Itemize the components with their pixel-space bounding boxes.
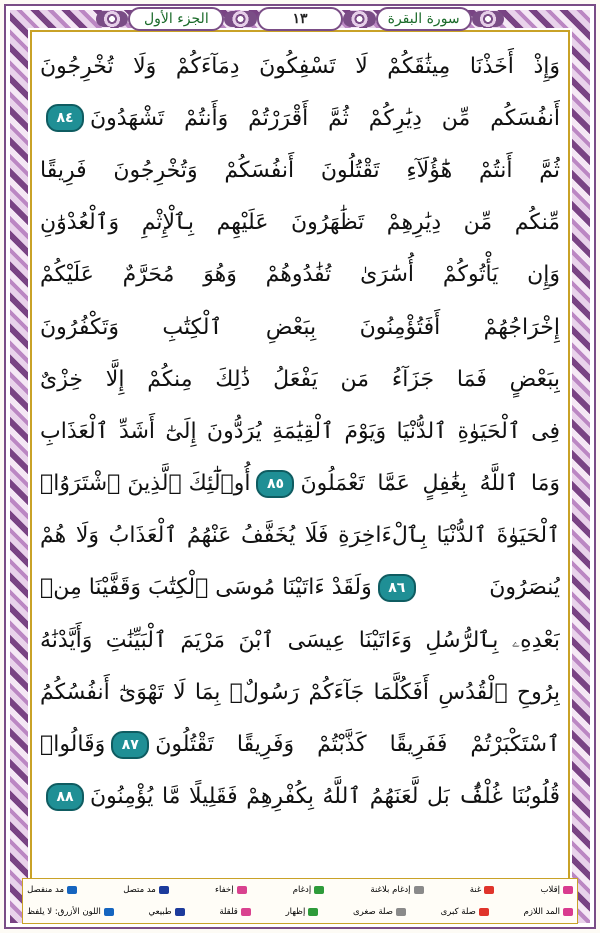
legend-label: إدغام (292, 885, 312, 895)
legend-label: مد متصل (123, 885, 156, 895)
ayah-number-marker: ٨٨ (46, 783, 84, 811)
quran-text (40, 40, 560, 876)
legend-item (27, 885, 77, 895)
legend-label: طبيعي (148, 907, 172, 917)
verse-text: يُنصَرُونَ (489, 575, 560, 601)
color-swatch-icon (175, 908, 185, 916)
ayah-number-marker: ٨٧ (111, 731, 149, 759)
text-line (40, 301, 560, 353)
verse-text: وَإِن يَأْتُوكُمْ أُسَٰرَىٰ تُفَٰدُوهُمْ وَهُوَ مُحَرَّمٌ عَلَيْكُمْ (40, 262, 560, 288)
color-swatch-icon (104, 908, 114, 916)
verse-text: فِى ٱلْحَيَوٰةِ ٱلدُّنْيَا وَيَوْمَ ٱلْقِيَٰمَةِ يُرَدُّونَ إِلَىٰٓ أَشَدِّ ٱلْعَذَابِ (40, 418, 560, 444)
legend-label: إقلاب (540, 885, 560, 895)
legend-item (149, 907, 185, 917)
legend-label: إخفاء (215, 885, 234, 895)
text-line (40, 40, 560, 92)
text-line (40, 614, 560, 666)
legend-item (293, 885, 324, 895)
legend-item (215, 885, 247, 895)
color-swatch-icon (396, 908, 406, 916)
page-number: ١٣ (257, 7, 344, 31)
verse-text: أُو۟لَٰٓئِكَ ٱلَّذِينَ ٱشْتَرَوُا۟ (40, 471, 251, 497)
text-line (40, 144, 560, 196)
legend-label: المد اللازم (523, 907, 560, 917)
legend-item (123, 885, 169, 895)
color-swatch-icon (159, 886, 169, 894)
color-swatch-icon (308, 908, 318, 916)
verse-text: إِخْرَاجُهُمْ أَفَتُؤْمِنُونَ بِبَعْضِ ٱلْكِتَٰبِ وَتَكْفُرُونَ (40, 314, 560, 340)
color-swatch-icon (237, 886, 247, 894)
verse-text: أَنفُسَكُم مِّن دِيَٰرِكُمْ ثُمَّ أَقْرَرْتُمْ وَأَنتُمْ تَشْهَدُونَ (90, 105, 560, 131)
verse-text: وَقَالُوا۟ (40, 732, 106, 758)
ornament-icon (96, 11, 128, 27)
surah-label: سورة البقرة (376, 7, 472, 31)
text-line (40, 718, 560, 770)
legend-label: اللون الأزرق: لا يلفظ (27, 907, 101, 917)
legend-label: صلة كبرى (440, 907, 476, 917)
text-line (40, 562, 560, 614)
verse-text: وَمَا ٱللَّهُ بِغَٰفِلٍ عَمَّا تَعْمَلُونَ (300, 471, 560, 497)
legend-item (286, 907, 319, 917)
text-line (40, 92, 560, 144)
legend-label: إدغام بلاغنة (370, 885, 411, 895)
tajweed-legend (22, 878, 578, 924)
verse-text: بِبَعْضٍ فَمَا جَزَآءُ مَن يَفْعَلُ ذَٰلِكَ مِنكُمْ إِلَّا خِزْىٌ (40, 366, 560, 392)
color-swatch-icon (241, 908, 251, 916)
text-line (40, 510, 560, 562)
verse-text: ٱلْحَيَوٰةَ ٱلدُّنْيَا بِٱلْءَاخِرَةِ فَلَا يُخَفَّفُ عَنْهُمُ ٱلْعَذَابُ وَلَا هُمْ (40, 523, 560, 549)
color-swatch-icon (314, 886, 324, 894)
legend-item (541, 885, 574, 895)
ornament-icon (343, 11, 375, 27)
ayah-number-marker: ٨٥ (256, 470, 294, 498)
legend-item (219, 907, 251, 917)
color-swatch-icon (563, 908, 573, 916)
text-line (40, 197, 560, 249)
color-swatch-icon (414, 886, 424, 894)
legend-item (470, 885, 495, 895)
verse-text: بِرُوحِ ٱلْقُدُسِ أَفَكُلَّمَا جَآءَكُمْ رَسُولٌۢ بِمَا لَا تَهْوَىٰٓ أَنفُسُكُمُ (40, 679, 560, 705)
text-line (40, 405, 560, 457)
ayah-number-marker: ٨٦ (378, 574, 416, 602)
ayah-number-marker: ٨٤ (46, 104, 84, 132)
page-header (96, 4, 504, 34)
text-line (40, 771, 560, 823)
legend-item (524, 907, 573, 917)
text-line (40, 249, 560, 301)
juz-label: الجزء الأول (128, 7, 224, 31)
ornament-icon (224, 11, 256, 27)
color-swatch-icon (479, 908, 489, 916)
legend-item (370, 885, 423, 895)
verse-text: مِّنكُم مِّن دِيَٰرِهِمْ تَظَٰهَرُونَ عَلَيْهِم بِٱلْإِثْمِ وَٱلْعُدْوَٰنِ (40, 210, 560, 236)
legend-item (353, 907, 406, 917)
verse-text: وَإِذْ أَخَذْنَا مِيثَٰقَكُمْ لَا تَسْفِكُونَ دِمَآءَكُمْ وَلَا تُخْرِجُونَ (40, 53, 560, 79)
color-swatch-icon (563, 886, 573, 894)
verse-text: ثُمَّ أَنتُمْ هَٰٓؤُلَآءِ تَقْتُلُونَ أَنفُسَكُمْ وَتُخْرِجُونَ فَرِيقًا (40, 157, 560, 183)
legend-label: إظهار (285, 907, 306, 917)
color-swatch-icon (67, 886, 77, 894)
legend-row (23, 879, 577, 901)
legend-item (441, 907, 489, 917)
text-line (40, 353, 560, 405)
legend-label: مد منفصل (27, 885, 65, 895)
legend-row (23, 901, 577, 923)
text-line (40, 458, 560, 510)
verse-text: وَلَقَدْ ءَاتَيْنَا مُوسَى ٱلْكِتَٰبَ وَقَفَّيْنَا مِنۢ (40, 575, 372, 601)
verse-text: قُلُوبُنَا غُلْفٌۢ بَل لَّعَنَهُمُ ٱللَّهُ بِكُفْرِهِمْ فَقَلِيلًا مَّا يُؤْمِنُونَ (90, 784, 560, 810)
legend-item (27, 907, 114, 917)
text-line (40, 666, 560, 718)
ornament-icon (472, 11, 504, 27)
legend-label: قلقلة (219, 907, 238, 917)
legend-label: غنة (469, 885, 482, 895)
verse-text: بَعْدِهِۦ بِٱلرُّسُلِ وَءَاتَيْنَا عِيسَى ٱبْنَ مَرْيَمَ ٱلْبَيِّنَٰتِ وَأَيَّدْنَٰهُ (40, 627, 560, 653)
verse-text: ٱسْتَكْبَرْتُمْ فَفَرِيقًا كَذَّبْتُمْ وَفَرِيقًا تَقْتُلُونَ (155, 732, 560, 758)
color-swatch-icon (484, 886, 494, 894)
legend-label: صلة صغرى (353, 907, 393, 917)
